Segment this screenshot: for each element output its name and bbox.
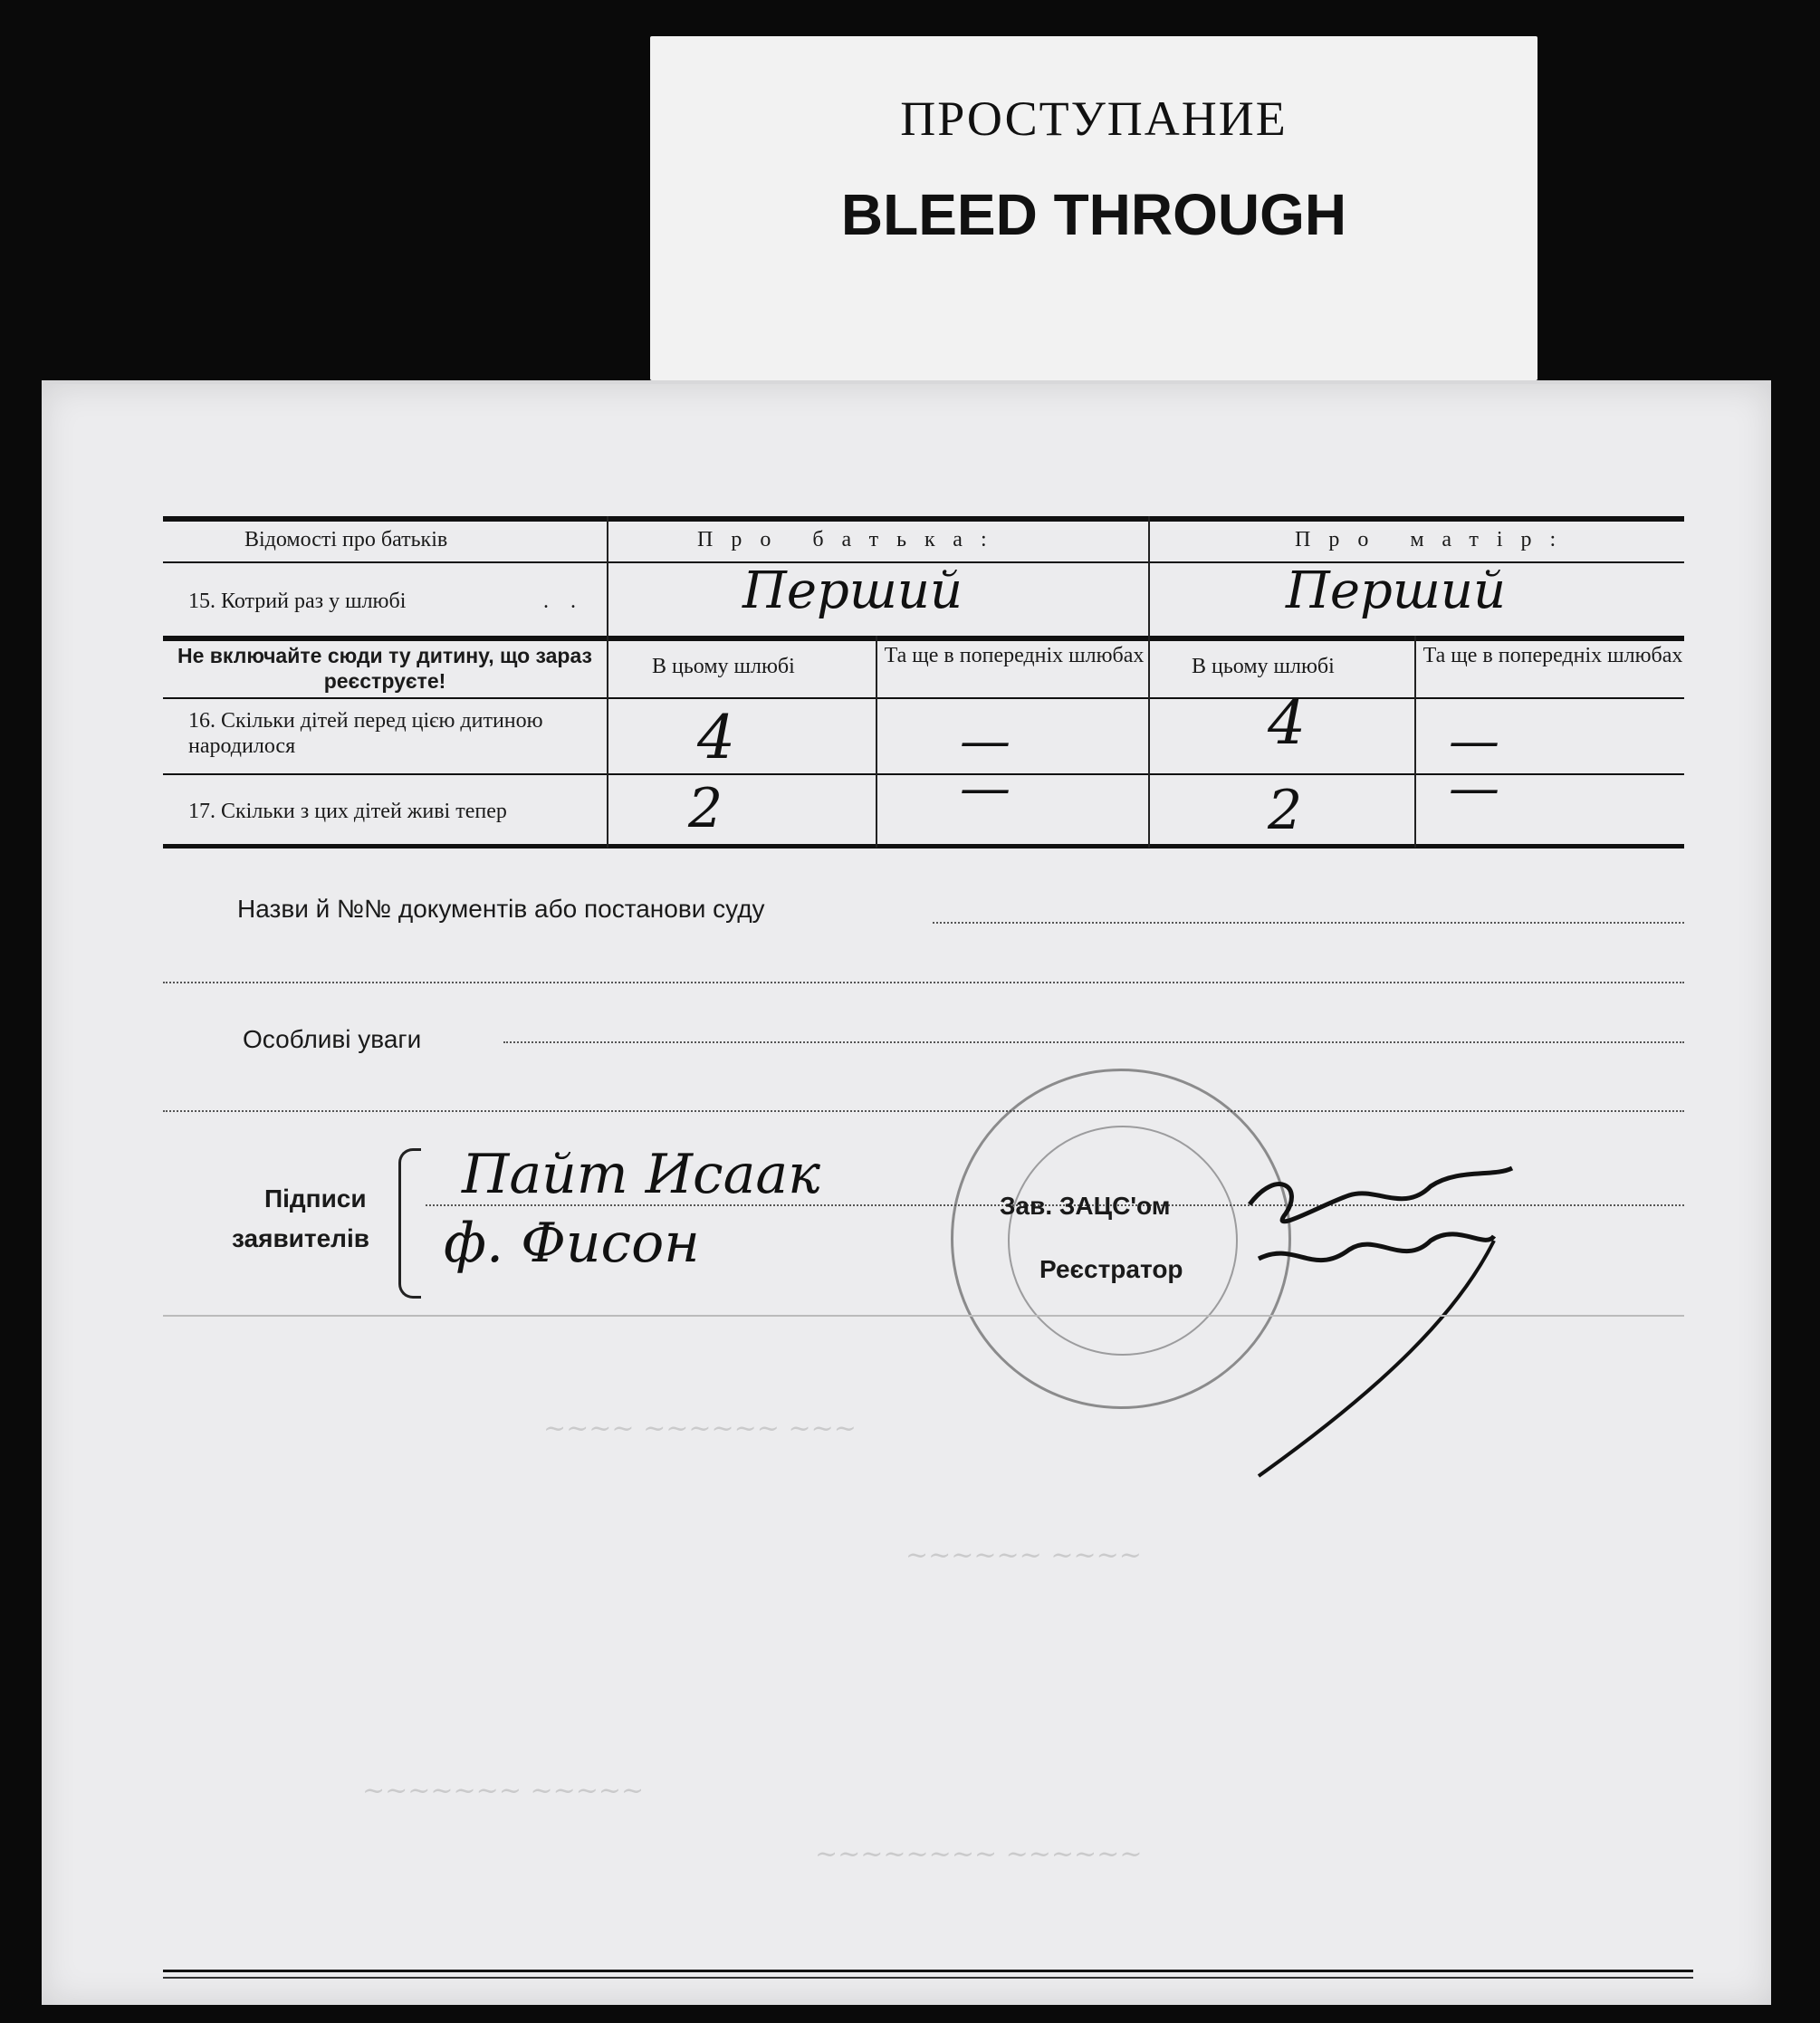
- table-divider: [607, 516, 608, 848]
- row17-father-previous: —: [960, 759, 1011, 818]
- brace: [398, 1148, 421, 1299]
- table-divider: [1414, 636, 1416, 848]
- bleed-ghost: ~~~~~~~~ ~~~~~~: [815, 1838, 1143, 1870]
- row17-label: 17. Скільки з цих дітей живі тепер: [188, 800, 507, 823]
- table-rule: [163, 697, 1684, 699]
- table-rule: [163, 844, 1684, 849]
- remarks-line-2: [163, 1110, 1684, 1112]
- row16-mother-previous: —: [1449, 712, 1499, 771]
- bleed-ghost: ~~~~~~ ~~~~: [905, 1539, 1142, 1571]
- bottom-rule: [163, 1970, 1693, 1972]
- bleed-through-label: [650, 36, 1537, 380]
- subheader-mother-current: В цьому шлюбі: [1192, 655, 1335, 678]
- remarks-label: Особливі уваги: [243, 1025, 422, 1053]
- leader-dots: . .: [543, 590, 576, 613]
- bleed-ghost: ~~~~ ~~~~~~ ~~~: [543, 1413, 857, 1444]
- documents-line-2: [163, 982, 1684, 983]
- subheader-father-current: В цьому шлюбі: [652, 655, 795, 678]
- documents-line: [933, 922, 1684, 924]
- row17-father-current: 2: [688, 777, 723, 840]
- applicants-label-line1: Підписи: [264, 1184, 367, 1213]
- subheader-note: Не включайте сюди ту дитину, що зараз реєструєте!: [177, 644, 592, 693]
- header-mother: Про матір:: [1295, 528, 1575, 551]
- registrar-label: Реєстратор: [1039, 1255, 1183, 1283]
- row15-mother-value: Перший: [1286, 561, 1507, 620]
- row16-father-previous: —: [960, 712, 1011, 771]
- table-divider: [1148, 516, 1150, 848]
- remarks-line: [503, 1041, 1684, 1043]
- row17-mother-current: 2: [1268, 779, 1303, 842]
- header-parents-info: Відомості про батьків: [244, 528, 448, 551]
- table-rule: [163, 636, 1684, 641]
- row15-label: 15. Котрий раз у шлюбі: [188, 590, 407, 613]
- row17-mother-previous: —: [1449, 759, 1499, 818]
- applicant-signature-2: ф. Фисон: [444, 1212, 700, 1275]
- subheader-father-previous: Та ще в попередніх шлюбах: [884, 644, 1145, 667]
- parents-info-table: [163, 516, 1684, 849]
- row16-label: 16. Скільки дітей перед цією дитиною народилося: [188, 709, 543, 758]
- subheader-mother-previous: Та ще в попередніх шлюбах: [1422, 644, 1683, 667]
- applicant-signature-1: Пайт Исаак: [462, 1143, 821, 1206]
- official-seal-inner: [1008, 1126, 1238, 1356]
- bleed-ghost: ~~~~~~~ ~~~~~: [362, 1775, 645, 1807]
- faint-rule: [163, 1315, 1684, 1317]
- applicants-label-line2: заявителів: [232, 1224, 369, 1252]
- official-signature: [1222, 1150, 1566, 1494]
- header-father: Про батька:: [697, 528, 1005, 551]
- head-zags-label: Зав. ЗАЦС'ом: [1000, 1192, 1171, 1220]
- table-rule: [163, 516, 1684, 522]
- row16-mother-current: 4: [1268, 688, 1306, 758]
- row15-father-value: Перший: [742, 561, 963, 620]
- documents-label: Назви й №№ документів або постанови суду: [237, 895, 765, 923]
- label-title-en: BLEED THROUGH: [840, 182, 1347, 247]
- row16-father-current: 4: [697, 703, 735, 772]
- bottom-rule: [163, 1977, 1693, 1979]
- label-title-ru: ПРОСТУПАНИЕ: [900, 91, 1288, 146]
- table-divider: [876, 636, 877, 848]
